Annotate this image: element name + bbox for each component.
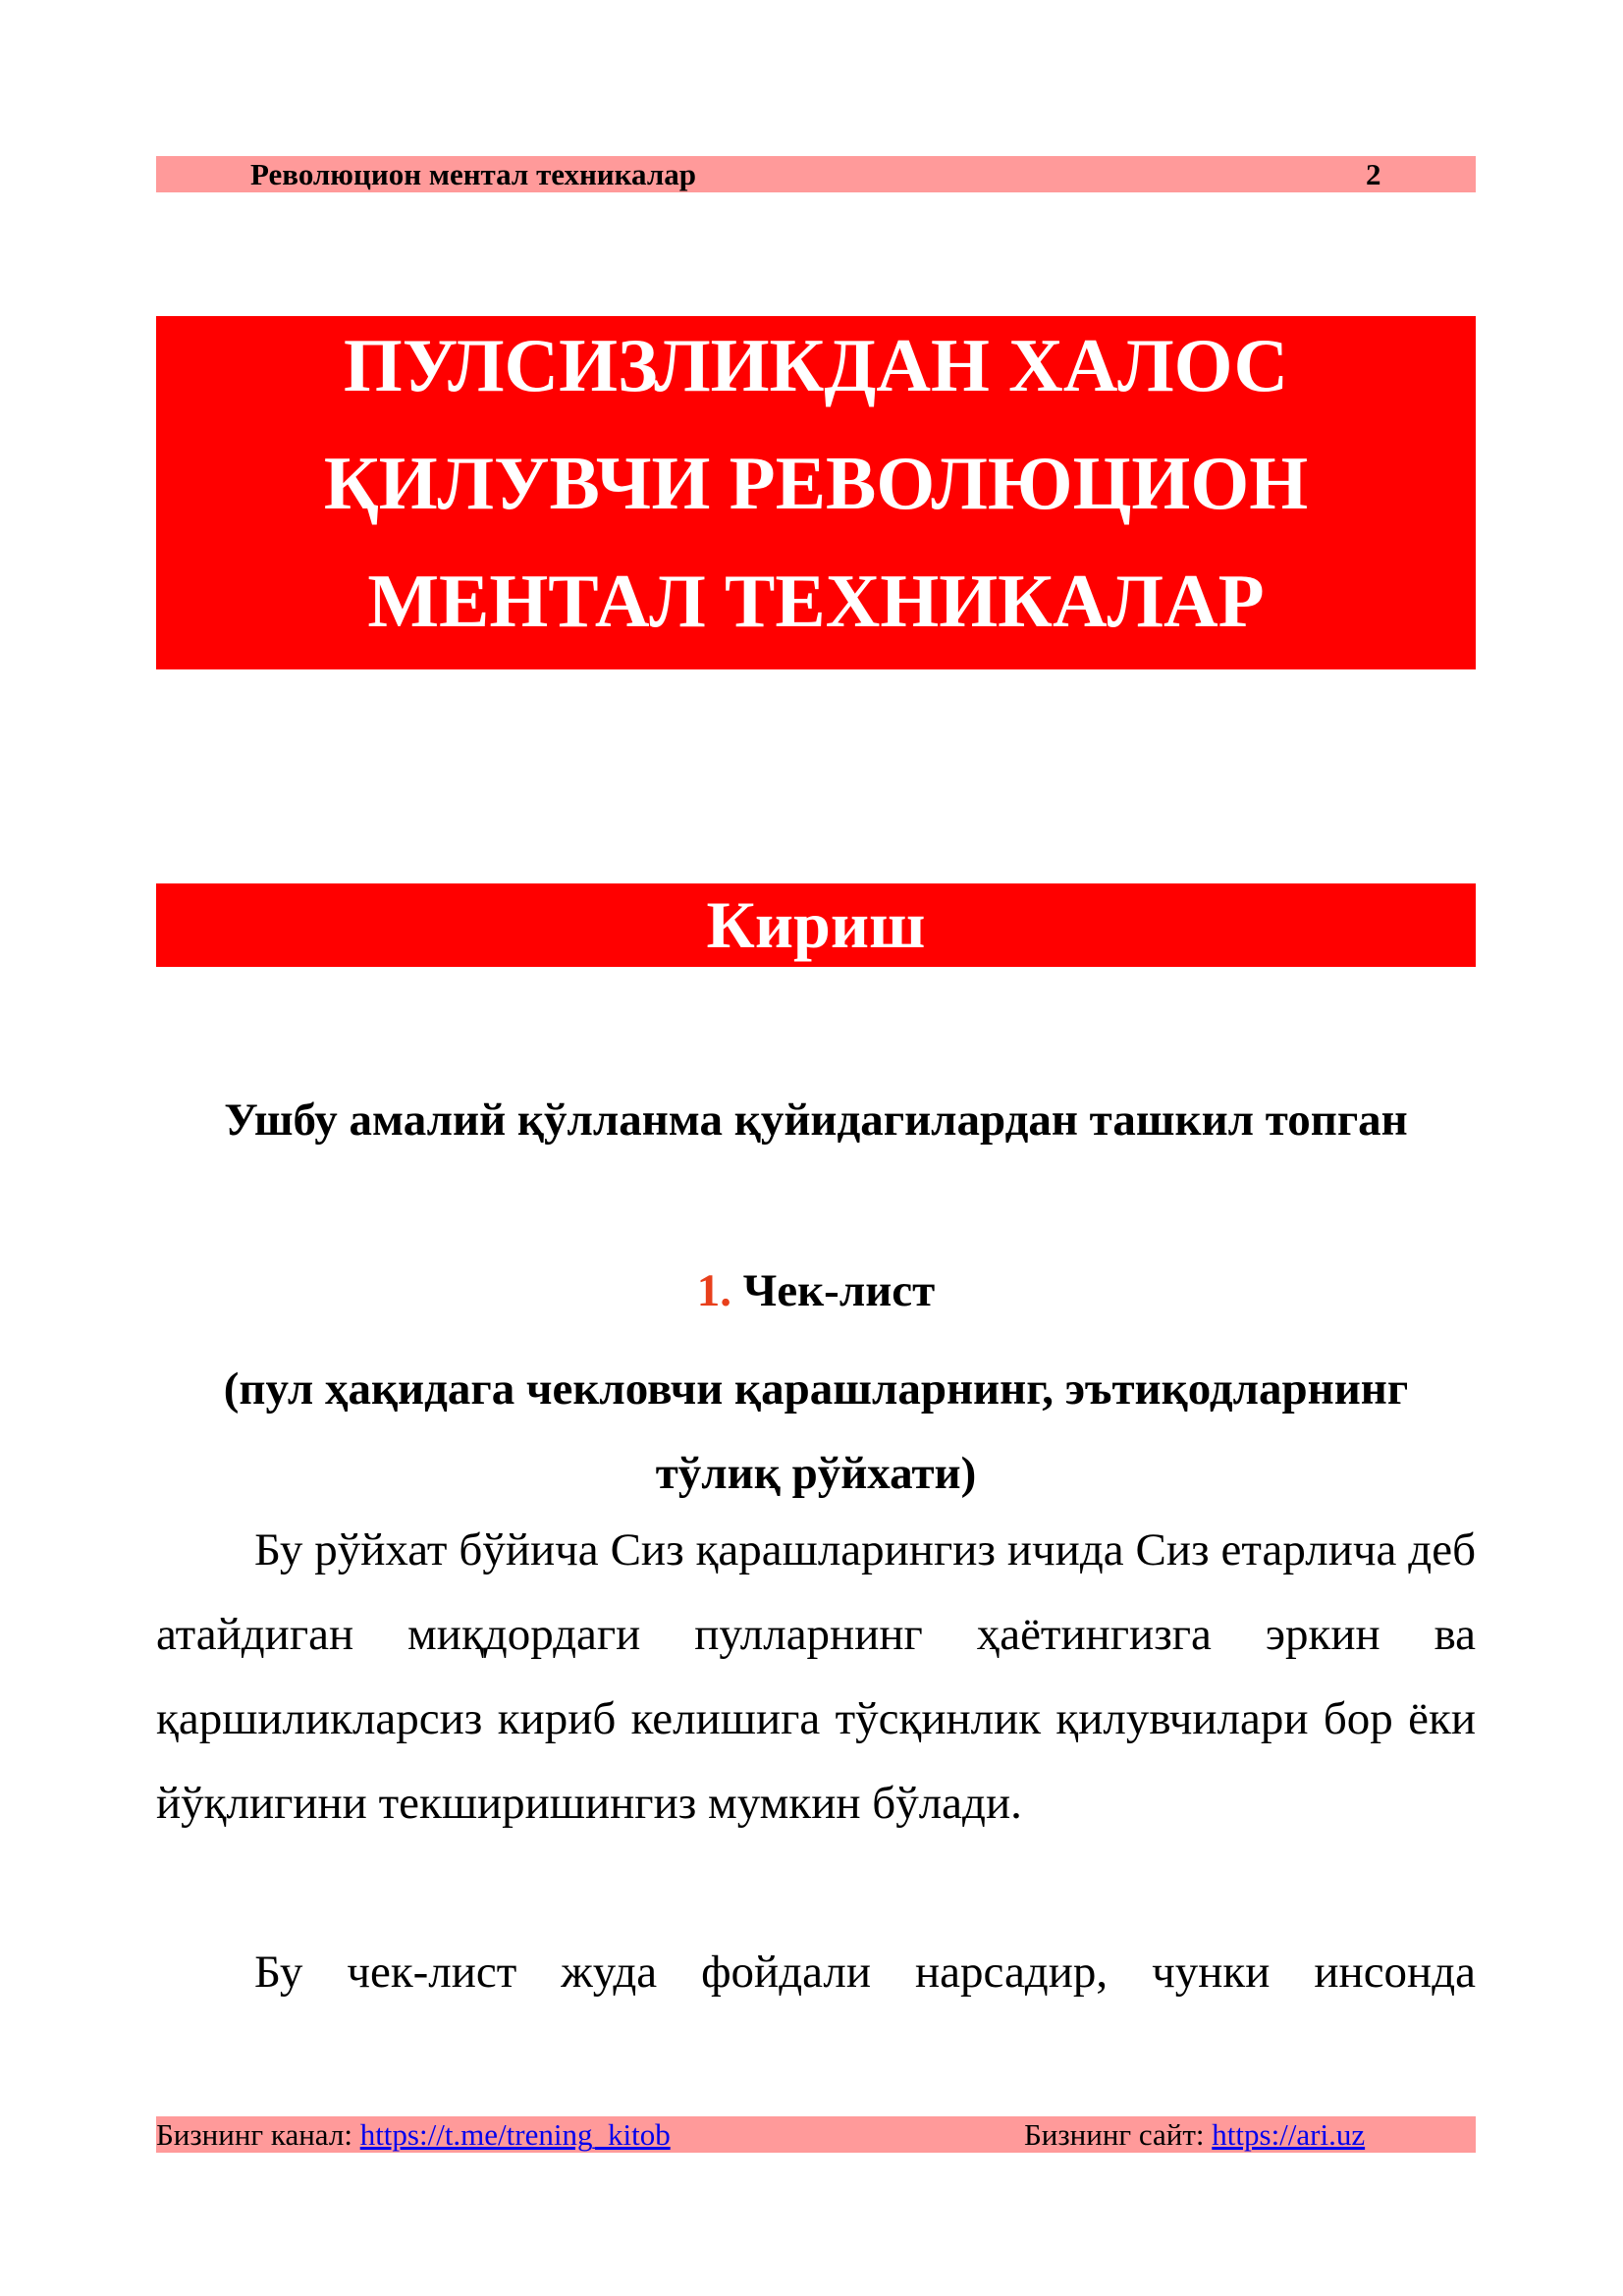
body-paragraph-1: Бу рўйхат бўйича Сиз қарашларингиз ичида Сиз етарлича деб атайдиган миқдордаги пулларнинг ҳаётингизга эркин ва қаршиликларсиз кириб келишига тўсқинлик қилувчилари бор ёки йўқлигини текширишингиз мумкин бўлади. <box>156 1524 1476 1829</box>
list-item-number: 1. <box>696 1265 731 1316</box>
intro-subtitle: Ушбу амалий қўлланма қуйидагилардан ташкил топган <box>224 1095 1408 1146</box>
list-item-heading <box>156 1260 1476 1321</box>
main-title-line-3: МЕНТАЛ ТЕХНИКАЛАР <box>367 559 1265 643</box>
footer-site-label: Бизнинг сайт: <box>1024 2117 1213 2152</box>
page-header <box>156 156 1476 192</box>
main-title-line-1: ПУЛСИЗЛИКДАН ХАЛОС <box>343 323 1289 407</box>
page-number: 2 <box>1366 157 1381 191</box>
section-heading: Кириш <box>156 883 1476 967</box>
header-title: Революцион ментал техникалар <box>250 157 696 191</box>
site-link[interactable]: https://ari.uz <box>1212 2117 1366 2152</box>
body-paragraph-2: Бу чек-лист жуда фойдали нарсадир, чунки инсонда <box>254 1947 1476 1998</box>
main-title-line-2: ҚИЛУВЧИ РЕВОЛЮЦИОН <box>323 441 1309 525</box>
footer-site <box>1024 2116 1365 2153</box>
page-footer <box>156 2116 1476 2153</box>
channel-link[interactable]: https://t.me/trening_kitob <box>359 2117 671 2152</box>
list-item-description-line-1: (пул ҳақидага чекловчи қарашларнинг, эътиқодларнинг <box>223 1363 1409 1415</box>
main-title-block <box>156 316 1476 669</box>
list-item-description-line-2: тўлиқ рўйхати) <box>655 1448 977 1499</box>
list-item-title: Чек-лист <box>731 1265 936 1316</box>
footer-channel-label: Бизнинг канал: <box>156 2117 360 2152</box>
list-item-description <box>156 1347 1476 1516</box>
footer-channel <box>156 2116 671 2153</box>
